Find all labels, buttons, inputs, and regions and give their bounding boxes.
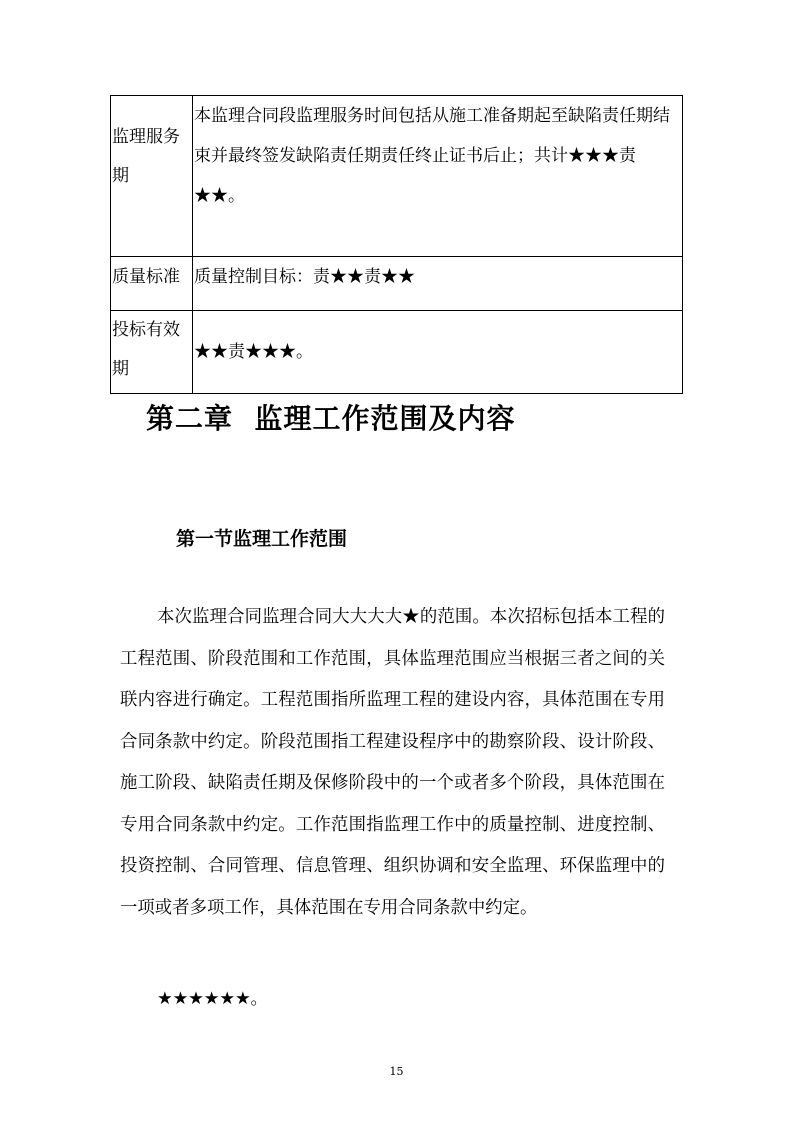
project-info-table	[110, 95, 683, 394]
stars-line: ★★★★★★。	[157, 989, 268, 1009]
table-value-cell: ★★责★★★。	[193, 311, 683, 394]
table-label-cell: 投标有效期	[111, 311, 193, 394]
table-label-cell: 监理服务期	[111, 96, 193, 257]
page-number: 15	[389, 1065, 404, 1078]
table-row-bid-validity	[111, 311, 683, 394]
table-value-cell: 本监理合同段监理服务时间包括从施工准备期起至缺陷责任期结束并最终签发缺陷责任期责任终止证书后止；共计★★★责★★。	[193, 96, 683, 257]
chapter-title: 第二章 监理工作范围及内容	[146, 402, 516, 435]
body-paragraph: 本次监理合同监理合同大大大大★的范围。本次招标包括本工程的工程范围、阶段范围和工作范围，具体监理范围应当根据三者之间的关联内容进行确定。工程范围指所监理工程的建设内容，具体范围在专用合同条款中约定。阶段范围指工程建设程序中的勘察阶段、设计阶段、施工阶段、缺陷责任期及保修阶段中的一个或者多个阶段，具体范围在专用合同条款中约定。工作范围指监理工作中的质量控制、进度控制、投资控制、合同管理、信息管理、组织协调和安全监理、环保监理中的一项或者多项工作，具体范围在专用合同条款中约定。	[120, 607, 665, 918]
section-title: 第一节监理工作范围	[176, 528, 348, 550]
table-row-quality-standard	[111, 257, 683, 311]
table-value-cell: 质量控制目标：责★★责★★	[193, 257, 683, 311]
table-label-cell: 质量标准	[111, 257, 193, 311]
table-row-service-period	[111, 96, 683, 257]
